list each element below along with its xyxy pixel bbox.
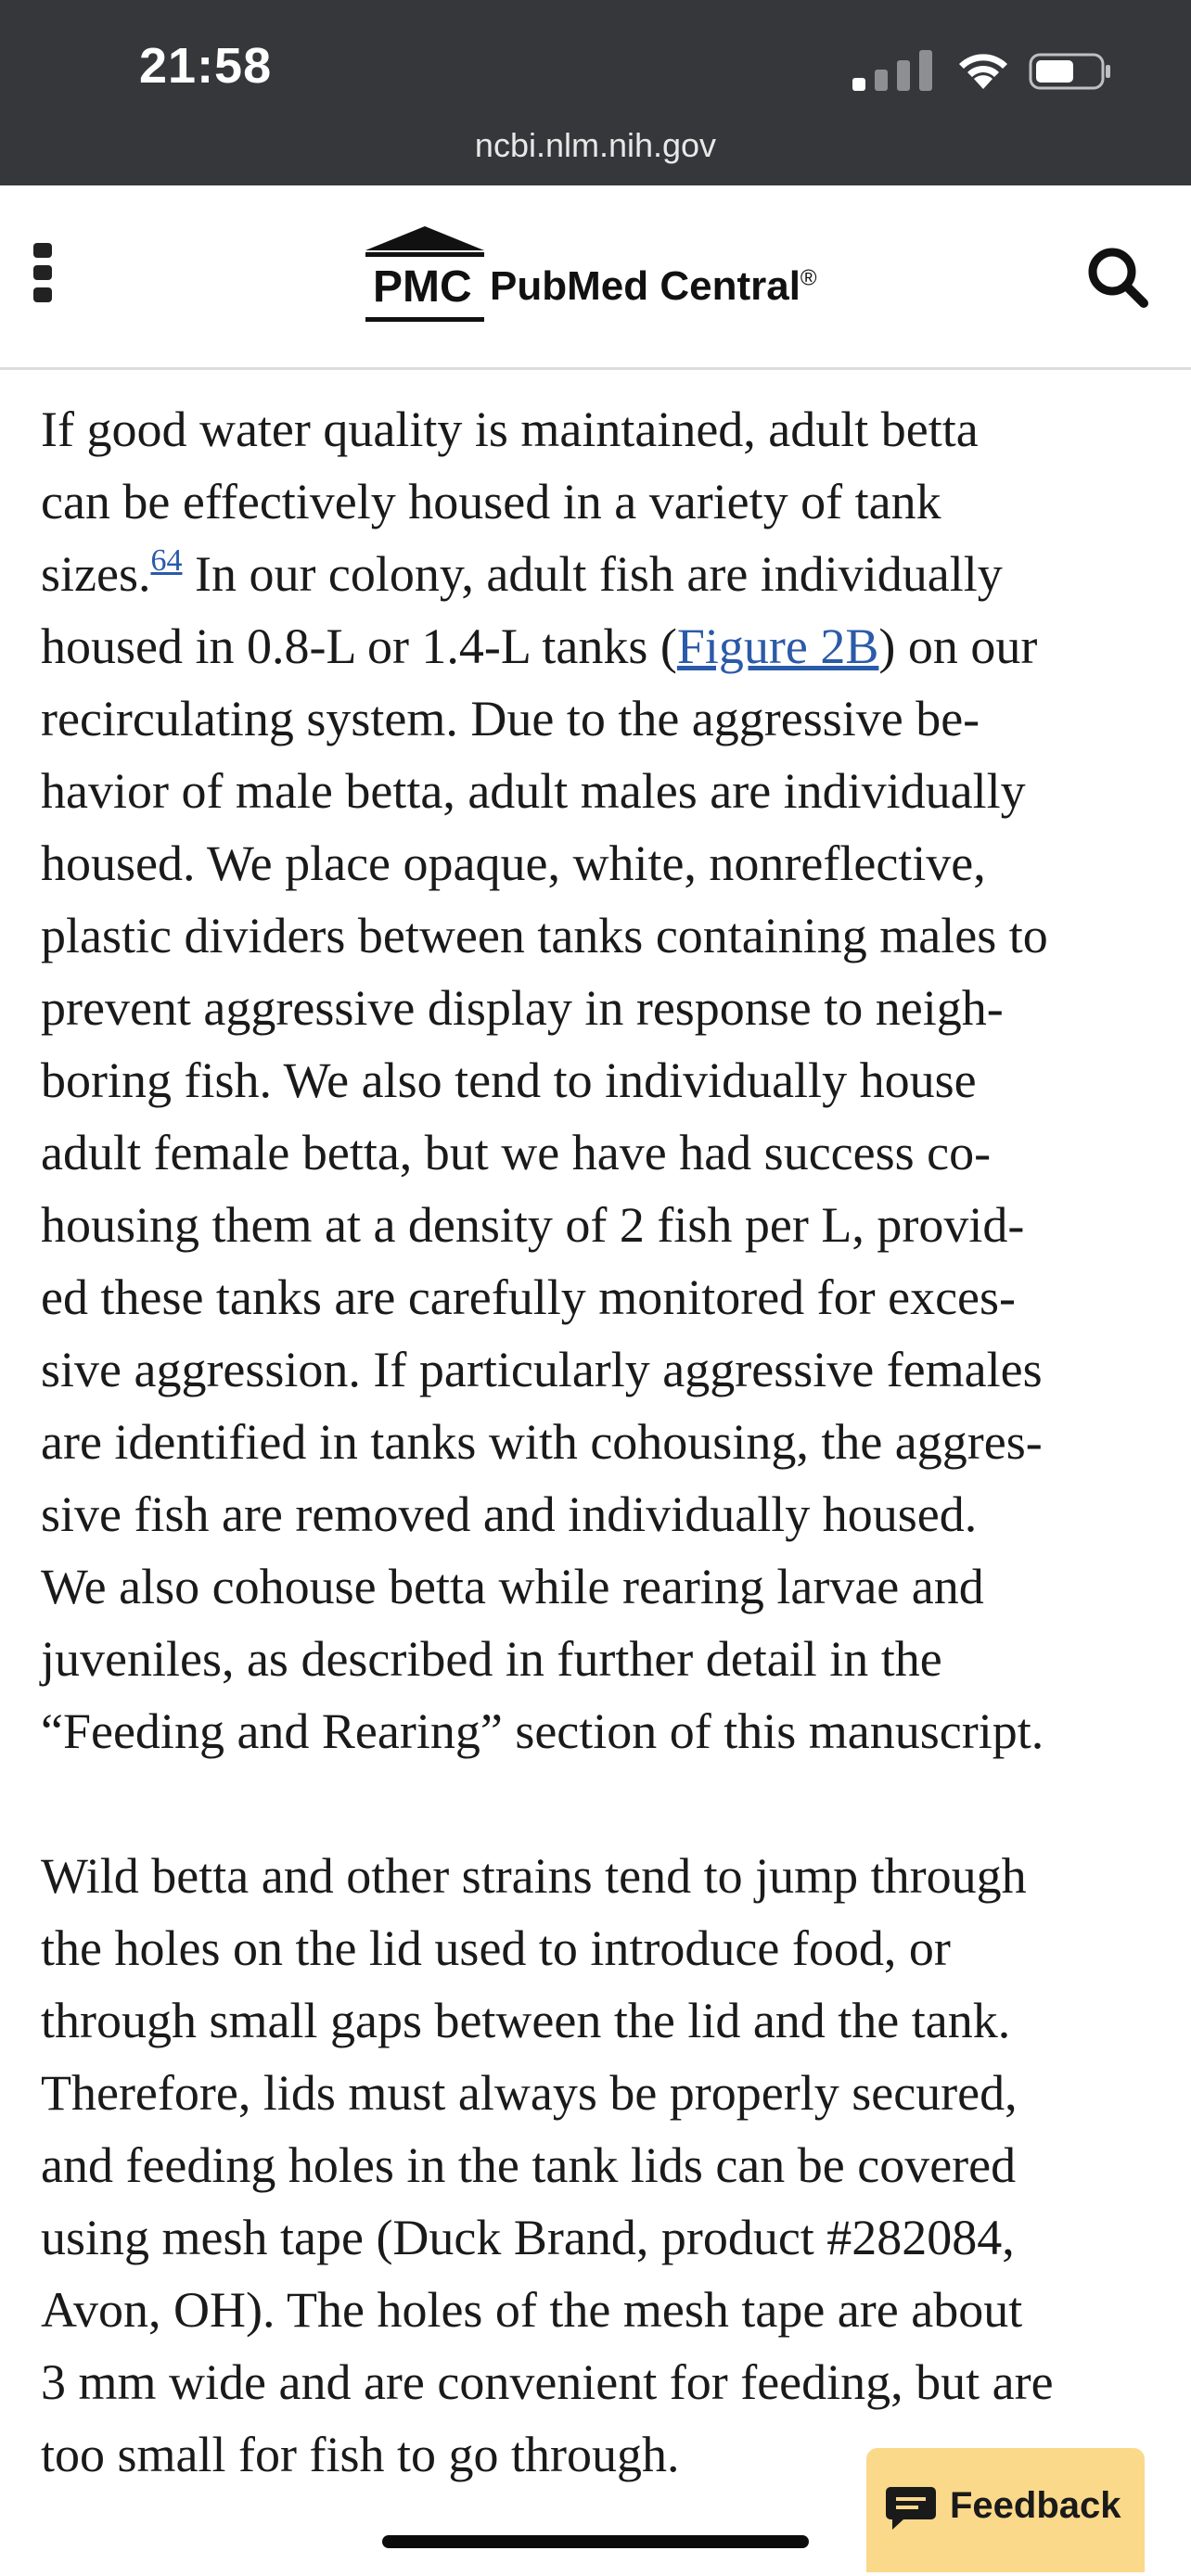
reference-link-64[interactable]: 64 — [150, 543, 183, 578]
text-line: using mesh tape (Duck Brand, product #282084, — [41, 2210, 1015, 2265]
text-line: “Feeding and Rearing” section of this manuscript. — [41, 1703, 1044, 1759]
text-line: housing them at a density of 2 fish per L, provid- — [41, 1197, 1025, 1253]
text-line: havior of male betta, adult males are individually — [41, 763, 1026, 819]
logo-name-text: PubMed Central — [490, 263, 800, 309]
text-line: prevent aggressive display in response to neigh- — [41, 980, 1004, 1036]
speech-bubble-icon — [885, 2485, 937, 2531]
site-header — [0, 185, 1191, 370]
address-bar-url[interactable]: ncbi.nlm.nih.gov — [474, 126, 717, 164]
text-line: Therefore, lids must always be properly secured, — [41, 2065, 1018, 2121]
paragraph-spacer — [41, 1767, 1163, 1840]
text-line: adult female betta, but we have had success co- — [41, 1125, 992, 1180]
feedback-label: Feedback — [950, 2485, 1121, 2526]
home-indicator[interactable] — [382, 2535, 809, 2548]
figure-2b-link[interactable]: Figure 2B — [676, 618, 879, 674]
feedback-button[interactable] — [866, 2448, 1145, 2572]
status-icons — [852, 50, 1103, 91]
text-line: and feeding holes in the tank lids can be covered — [41, 2137, 1017, 2193]
registered-mark: ® — [800, 265, 817, 291]
text-line: If good water quality is maintained, adult betta — [41, 402, 979, 457]
text-line: are identified in tanks with cohousing, the aggres- — [41, 1414, 1043, 1470]
status-time: 21:58 — [139, 38, 273, 94]
logo-name — [490, 263, 817, 310]
menu-button[interactable] — [33, 243, 61, 302]
text-line: recirculating system. Due to the aggressive be- — [41, 691, 980, 746]
text-line: 3 mm wide and are convenient for feeding, but are — [41, 2354, 1054, 2410]
text-line: Wild betta and other strains tend to jump through — [41, 1848, 1027, 1904]
text-line: juveniles, as described in further detail in the — [41, 1631, 942, 1687]
text-line: ed these tanks are carefully monitored for exces- — [41, 1269, 1017, 1325]
wifi-icon — [956, 52, 1010, 91]
battery-icon — [1029, 52, 1112, 91]
text-line: too small for fish to go through. — [41, 2427, 680, 2482]
text-line: sive fish are removed and individually housed. — [41, 1486, 978, 1542]
cellular-signal-icon — [852, 50, 938, 91]
pmc-logo[interactable] — [362, 224, 844, 326]
paragraph — [41, 393, 1163, 1767]
menu-dot-icon — [33, 265, 52, 280]
status-bar — [0, 0, 1191, 185]
text-line: through small gaps between the lid and the tank. — [41, 1993, 1011, 2048]
article-body — [41, 393, 1163, 2491]
text-segment: ) on our — [878, 618, 1038, 674]
text-line: can be effectively housed in a variety of tank — [41, 474, 941, 529]
text-line: boring fish. We also tend to individually house — [41, 1052, 977, 1108]
text-line: Avon, OH). The holes of the mesh tape are about — [41, 2282, 1023, 2338]
text-segment: sizes. — [41, 546, 151, 602]
text-line — [41, 538, 1163, 610]
menu-dot-icon — [33, 287, 52, 302]
paragraph — [41, 1840, 1163, 2491]
logo-abbrev: PMC — [373, 262, 472, 312]
text-segment: In our colony, adult fish are individually — [182, 546, 1003, 602]
text-line: We also cohouse betta while rearing larvae and — [41, 1559, 984, 1614]
text-segment: housed in 0.8-L or 1.4-L tanks ( — [41, 618, 677, 674]
text-line: housed. We place opaque, white, nonreflective, — [41, 835, 986, 891]
menu-dot-icon — [33, 243, 52, 258]
text-line: sive aggression. If particularly aggressive females — [41, 1342, 1043, 1397]
text-line — [41, 610, 1163, 682]
text-line: the holes on the lid used to introduce food, or — [41, 1920, 951, 1976]
text-line: plastic dividers between tanks containing males to — [41, 908, 1048, 963]
search-icon[interactable] — [1085, 245, 1150, 310]
